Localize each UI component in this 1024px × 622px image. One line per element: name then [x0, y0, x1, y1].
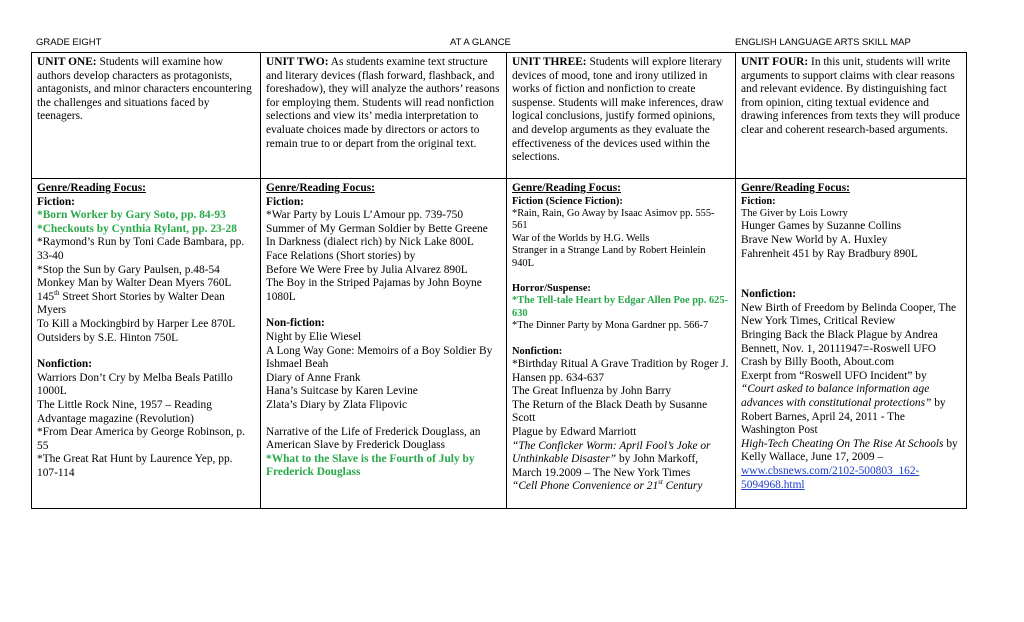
article-title: “Cell Phone Convenience or 21: [512, 480, 659, 493]
genre-heading: Genre/Reading Focus:: [37, 182, 146, 194]
genre-heading: Genre/Reading Focus:: [741, 182, 850, 194]
reading-item: *Born Worker by Gary Soto, pp. 84-93: [37, 209, 226, 222]
reading-item: Zlata’s Diary by Zlata Flipovic: [266, 398, 408, 411]
spacer: [512, 333, 730, 346]
article-source: by Kelly Wallace, June 17, 2009 –: [741, 437, 958, 464]
reading-item: Fahrenheit 451 by Ray Bradbury 890L: [741, 247, 918, 260]
reading-item: *Raymond’s Run by Toni Cade Bambara, pp. 33-40: [37, 236, 245, 262]
unit-one-overview: [32, 53, 261, 179]
genre-heading: Genre/Reading Focus:: [266, 182, 375, 194]
unit-four-reading-list: [736, 179, 967, 509]
nonfiction-label: Nonfiction:: [741, 288, 797, 301]
cbsnews-link[interactable]: www.cbsnews.com/2102-500803_162-5094968.html: [741, 464, 920, 491]
reading-item: *From Dear America by George Robinson, p. 55: [37, 426, 245, 452]
nonfiction-label: Nonfiction:: [512, 345, 563, 357]
reading-item: [37, 288, 255, 318]
reading-item: Narrative of the Life of Frederick Douglass, an American Slave by Frederick Douglass: [266, 425, 481, 452]
reading-item: Diary of Anne Frank: [266, 371, 361, 384]
unit-three-overview: [507, 53, 736, 179]
reading-item: *Stop the Sun by Gary Paulsen, p.48-54: [37, 263, 220, 276]
reading-item: Before We Were Free by Julia Alvarez 890L: [266, 263, 468, 276]
article-title: “The Conficker Worm: April Fool’s Joke or Unthinkable Disaster”: [512, 439, 711, 466]
reading-item: [741, 438, 961, 492]
reading-item: War of the Worlds by H.G. Wells: [512, 232, 650, 244]
unit-title: UNIT FOUR:: [741, 56, 809, 68]
reading-item: Plague by Edward Marriott: [512, 426, 637, 439]
street-number: 145: [37, 290, 55, 303]
unit-two-reading-list: [261, 179, 507, 509]
unit-description: Students will explore literary devices of mood, tone and irony utilized in works of fiction and nonfiction to create suspense. Students will make inferences, draw logical conclusions, justify formed opinions, and develop arguments as they evaluate the effectiveness of the devices used within the selections.: [512, 56, 724, 164]
reading-item: [512, 440, 730, 481]
article-source: by John Markoff, March 19.2009 – The New York Times: [512, 453, 699, 479]
article-title: “Court asked to balance information age advances with constitutional protections”: [741, 383, 932, 409]
horror-label: Horror/Suspense:: [512, 283, 591, 295]
unit-overview-row: [32, 53, 967, 179]
reading-item: Summer of My German Soldier by Bette Greene: [266, 222, 488, 235]
skill-map-table: [31, 52, 967, 509]
reading-item: *The Dinner Party by Mona Gardner pp. 566-7: [512, 320, 709, 332]
unit-one-reading-list: [32, 179, 261, 509]
reading-item: Night by Elie Wiesel: [266, 330, 362, 343]
article-title: High-Tech Cheating On The Rise At Schools: [741, 437, 944, 450]
unit-title: UNIT TWO:: [266, 56, 329, 68]
page-header: [36, 37, 964, 51]
unit-description: Students will examine how authors develop characters as protagonists, antagonists, and minor characters encountering the challenges and situations faced by teenagers.: [37, 56, 252, 123]
ordinal-suffix: th: [54, 288, 60, 297]
reading-item: *The Tell-tale Heart by Edgar Allen Poe pp. 625-630: [512, 295, 728, 319]
reading-item: *The Great Rat Hunt by Laurence Yep, pp. 107-114: [37, 453, 233, 479]
excerpt-intro: Exerpt from “Roswell UFO Incident” by: [741, 369, 927, 382]
reading-item: The Return of the Black Death by Susanne Scott: [512, 398, 708, 425]
book-title: Street Short Stories by Walter Dean Myers: [37, 290, 225, 317]
reading-item: Hunger Games by Suzanne Collins: [741, 220, 902, 233]
skill-map-title: ENGLISH LANGUAGE ARTS SKILL MAP: [735, 37, 911, 48]
ordinal-suffix: st: [658, 478, 663, 487]
reading-item: The Giver by Lois Lowry: [741, 208, 848, 219]
grade-label: GRADE EIGHT: [36, 37, 102, 48]
unit-description: As students examine text structure and literary devices (flash forward, flashback, and foreshadow), they will analyze the authors’ reasons for employing them. Students will read nonfiction selections and view its’ media interpretation to evaluate choices made by directors or actors to remain true to or depart from the original text.: [266, 56, 500, 150]
reading-item: *Birthday Ritual A Grave Tradition by Roger J. Hansen pp. 634-637: [512, 358, 729, 384]
reading-item: To Kill a Mockingbird by Harper Lee 870L: [37, 317, 236, 330]
reading-item: Bringing Back the Black Plague by Andrea Bennett, Nov. 1, 20111947=-Roswell UFO Crash by Billy Booth, About.com: [741, 328, 938, 369]
reading-focus-row: [32, 179, 967, 509]
nonfiction-label: Non-fiction:: [266, 317, 325, 330]
reading-item: Stranger in a Strange Land by Robert Heinlein 940L: [512, 245, 706, 269]
reading-item: In Darkness (dialect rich) by Nick Lake 800L: [266, 236, 474, 249]
reading-item: The Boy in the Striped Pajamas by John Boyne 1080L: [266, 277, 482, 303]
spacer: [266, 413, 501, 426]
reading-item: *War Party by Louis L’Amour pp. 739-750: [266, 209, 464, 222]
reading-item: A Long Way Gone: Memoirs of a Boy Soldier By Ishmael Beah: [266, 344, 493, 371]
reading-item: Hana’s Suitcase by Karen Levine: [266, 385, 418, 398]
genre-heading: Genre/Reading Focus:: [512, 182, 621, 194]
unit-four-overview: [736, 53, 967, 179]
spacer: [741, 261, 961, 288]
unit-description: In this unit, students will write arguments to support claims with clear reasons and relevant evidence. By distinguishing fact from opinion, citing textual evidence and drawing inferences from texts they will produce clear and coherent research-based arguments.: [741, 56, 960, 136]
fiction-label: Fiction (Science Fiction):: [512, 195, 623, 207]
reading-item: *Checkouts by Cynthia Rylant, pp. 23-28: [37, 222, 237, 235]
unit-title: UNIT THREE:: [512, 56, 587, 68]
reading-item: Face Relations (Short stories) by: [266, 249, 416, 262]
nonfiction-label: Nonfiction:: [37, 358, 93, 371]
reading-item: [741, 370, 961, 438]
unit-two-overview: [261, 53, 507, 179]
reading-item: The Great Influenza by John Barry: [512, 385, 672, 398]
reading-item: *Rain, Rain, Go Away by Isaac Asimov pp. 555-561: [512, 208, 715, 232]
reading-item: Outsiders by S.E. Hinton 750L: [37, 331, 179, 344]
fiction-label: Fiction:: [37, 195, 75, 208]
fiction-label: Fiction:: [741, 195, 776, 207]
spacer: [266, 304, 501, 317]
unit-title: UNIT ONE:: [37, 56, 97, 68]
at-a-glance-label: AT A GLANCE: [450, 37, 511, 48]
reading-item: Brave New World by A. Huxley: [741, 234, 888, 246]
article-source: by Robert Barnes, April 24, 2011 - The Washington Post: [741, 396, 946, 437]
article-title-cont: Century: [662, 480, 703, 493]
spacer: [37, 345, 255, 358]
reading-item: New Birth of Freedom by Belinda Cooper, The New York Times, Critical Review: [741, 301, 957, 328]
unit-three-reading-list: [507, 179, 736, 509]
fiction-label: Fiction:: [266, 195, 304, 208]
reading-item: The Little Rock Nine, 1957 – Reading Advantage magazine (Revolution): [37, 398, 212, 425]
reading-item: [512, 480, 730, 494]
reading-item: Monkey Man by Walter Dean Myers 760L: [37, 277, 232, 290]
reading-item: *What to the Slave is the Fourth of July by Frederick Douglass: [266, 452, 475, 479]
reading-item: Warriors Don’t Cry by Melba Beals Patillo 1000L: [37, 371, 233, 398]
spacer: [512, 270, 730, 283]
